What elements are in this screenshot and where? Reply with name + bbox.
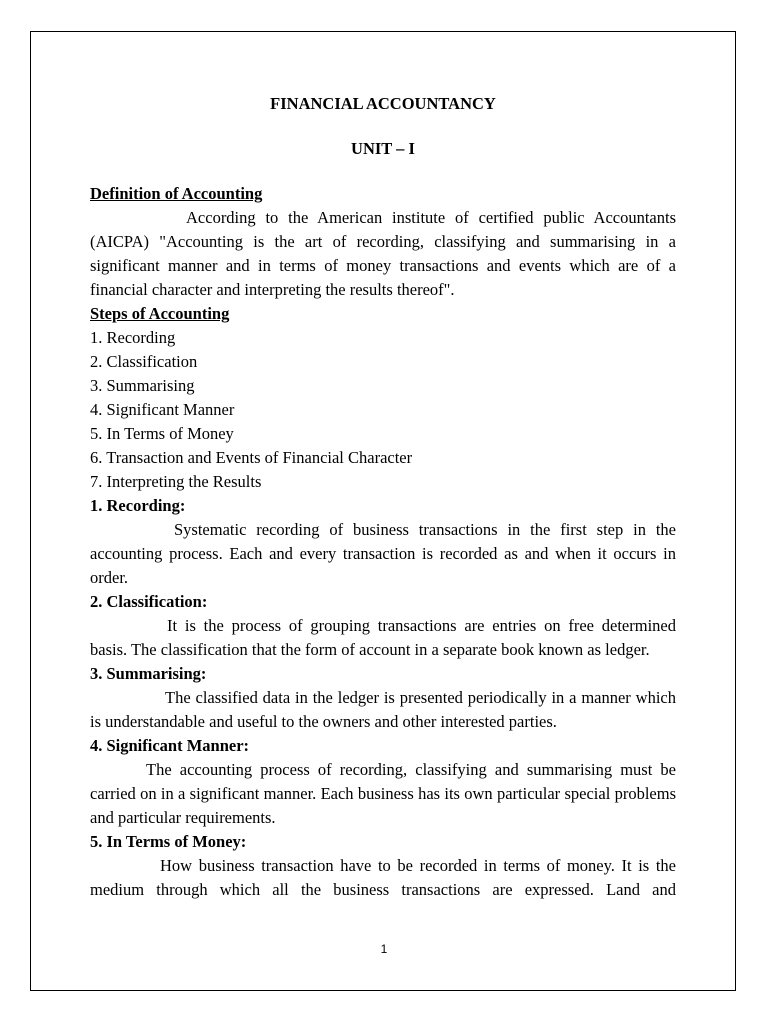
list-item: 1. Recording <box>90 328 176 347</box>
summarising-text: The classified data in the ledger is presented periodically in a manner which is understandable and useful to the owners and other interested parties. <box>90 688 676 731</box>
terms-of-money-text: How business transaction have to be recorded in terms of money. It is the medium through which all the business transactions are expressed. Land and <box>90 856 676 899</box>
list-item: 5. In Terms of Money <box>90 424 234 443</box>
recording-text: Systematic recording of business transactions in the first step in the accounting process. Each and every transaction is recorded as and when it occurs in order. <box>90 520 676 587</box>
page-number: 1 <box>380 942 388 956</box>
document-body <box>90 92 676 902</box>
steps-heading: Steps of Accounting <box>90 304 230 323</box>
recording-heading: 1. Recording: <box>90 496 186 515</box>
list-item: 3. Summarising <box>90 376 195 395</box>
definition-text: According to the American institute of certified public Accountants (AICPA) "Accounting is the art of recording, classifying and summarising in a significant manner and in terms of money transactions and events which are of a financial character and interpreting the results thereof". <box>90 208 676 299</box>
summarising-heading: 3. Summarising: <box>90 664 207 683</box>
classification-heading: 2. Classification: <box>90 592 208 611</box>
terms-of-money-heading: 5. In Terms of Money: <box>90 832 247 851</box>
definition-heading: Definition of Accounting <box>90 184 263 203</box>
significant-manner-text: The accounting process of recording, classifying and summarising must be carried on in a significant manner. Each business has its own particular special problems and particular requirements. <box>90 760 676 827</box>
unit-title: UNIT – I <box>351 139 415 158</box>
steps-list <box>90 326 676 494</box>
document-title: FINANCIAL ACCOUNTANCY <box>270 94 496 113</box>
list-item: 6. Transaction and Events of Financial Character <box>90 448 413 467</box>
list-item: 7. Interpreting the Results <box>90 472 262 491</box>
significant-manner-heading: 4. Significant Manner: <box>90 736 250 755</box>
list-item: 4. Significant Manner <box>90 400 235 419</box>
list-item: 2. Classification <box>90 352 198 371</box>
classification-text: It is the process of grouping transactions are entries on free determined basis. The classification that the form of account in a separate book known as ledger. <box>90 616 676 659</box>
